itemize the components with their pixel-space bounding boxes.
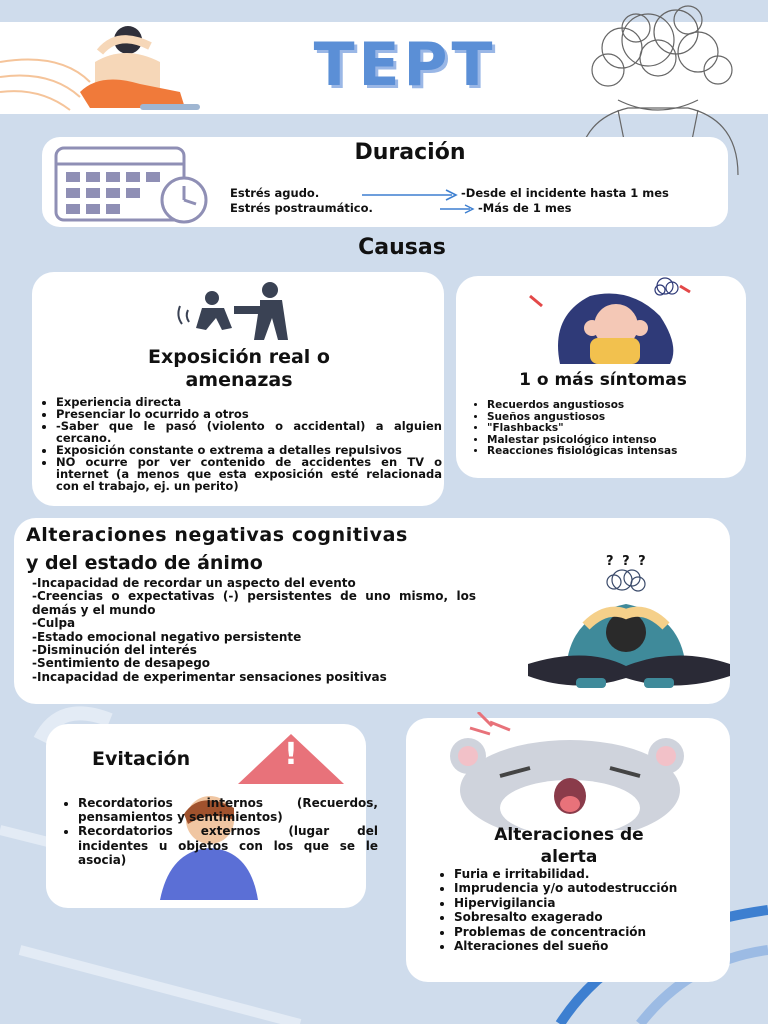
sad-person-illustration	[0, 22, 210, 114]
exposure-item: • Exposición constante o extrema a detalles repulsivos	[56, 444, 442, 456]
calendar-clock-icon	[52, 142, 222, 224]
warning-exclamation: !	[284, 737, 298, 772]
cognitive-heading	[26, 521, 586, 577]
alert-heading-line1: Alteraciones de	[494, 825, 644, 845]
symptoms-list	[465, 400, 759, 458]
symptoms-item: • Sueños angustiosos	[487, 412, 759, 424]
duration-acute-value: -Desde el incidente hasta 1 mes	[461, 186, 669, 200]
cognitive-item: -Estado emocional negativo persistente	[32, 629, 302, 644]
exposure-list	[34, 396, 442, 492]
alert-item: • Problemas de concentración	[454, 925, 716, 939]
cognitive-list	[32, 577, 476, 684]
avoidance-item: • Recordatorios externos (lugar del incidentes u objetos con los que se le asocia)	[78, 824, 378, 867]
arrow-right-icon	[362, 188, 462, 202]
exposure-item: • NO ocurre por ver contenido de accidentes en TV o internet (a menos que esta exposición esté relacionada con el trabajo, ej. un perito)	[56, 456, 442, 492]
alert-item: • Hipervigilancia	[454, 896, 716, 910]
duration-post-value: -Más de 1 mes	[478, 201, 572, 215]
alert-heading	[410, 824, 728, 868]
alert-item: • Furia e irritabilidad.	[454, 867, 716, 881]
avoidance-heading: Evitación	[92, 748, 191, 770]
alert-item: • Alteraciones del sueño	[454, 939, 716, 953]
exposure-heading-line1: Exposición real o	[148, 346, 330, 368]
exposure-heading-line2: amenazas	[185, 369, 293, 391]
cognitive-item: -Incapacidad de experimentar sensaciones positivas	[32, 669, 387, 684]
symptoms-item: • Recuerdos angustiosos	[487, 400, 759, 412]
angry-hamster-illustration	[430, 712, 700, 830]
question-marks: ? ? ?	[606, 554, 648, 569]
symptoms-item: • Malestar psicológico intenso	[487, 435, 759, 447]
avoidance-list	[56, 796, 378, 867]
violence-icon	[172, 278, 302, 344]
exposure-item: • Presenciar lo ocurrido a otros	[56, 408, 442, 420]
symptoms-heading: 1 o más síntomas	[519, 370, 687, 390]
symptoms-item: • Reacciones fisiológicas intensas	[487, 446, 759, 458]
cognitive-item: -Creencias o expectativas (-) persistentes de uno mismo, los demás y el mundo	[32, 589, 476, 617]
duration-post-label: Estrés postraumático.	[230, 201, 373, 215]
worried-man-illustration	[526, 566, 730, 696]
duration-heading: Duración	[354, 140, 466, 165]
exposure-item: • -Saber que le pasó (violento o accidental) a alguien cercano.	[56, 420, 442, 444]
cognitive-item: -Culpa	[32, 616, 76, 631]
cognitive-heading-line2: y del estado de ánimo	[26, 552, 263, 574]
arrow-right-small-icon	[440, 203, 476, 215]
duration-acute-label: Estrés agudo.	[230, 186, 320, 200]
causes-heading: Causas	[358, 235, 446, 260]
alert-item: • Imprudencia y/o autodestrucción	[454, 881, 716, 895]
alert-heading-line2: alerta	[540, 847, 598, 867]
exposure-heading	[40, 346, 438, 392]
stressed-woman-illustration	[520, 276, 700, 364]
alert-item: • Sobresalto exagerado	[454, 910, 716, 924]
cognitive-item: -Sentimiento de desapego	[32, 656, 211, 671]
cognitive-item: -Incapacidad de recordar un aspecto del evento	[32, 576, 356, 590]
page-title: TEPT	[313, 30, 497, 100]
alert-list	[432, 867, 716, 953]
exposure-item: • Experiencia directa	[56, 396, 442, 408]
cognitive-item: -Disminución del interés	[32, 643, 197, 658]
cognitive-heading-line1: Alteraciones negativas cognitivas	[26, 524, 408, 546]
avoidance-item: • Recordatorios internos (Recuerdos, pensamientos y sentimientos)	[78, 796, 378, 824]
symptoms-item: • "Flashbacks"	[487, 423, 759, 435]
